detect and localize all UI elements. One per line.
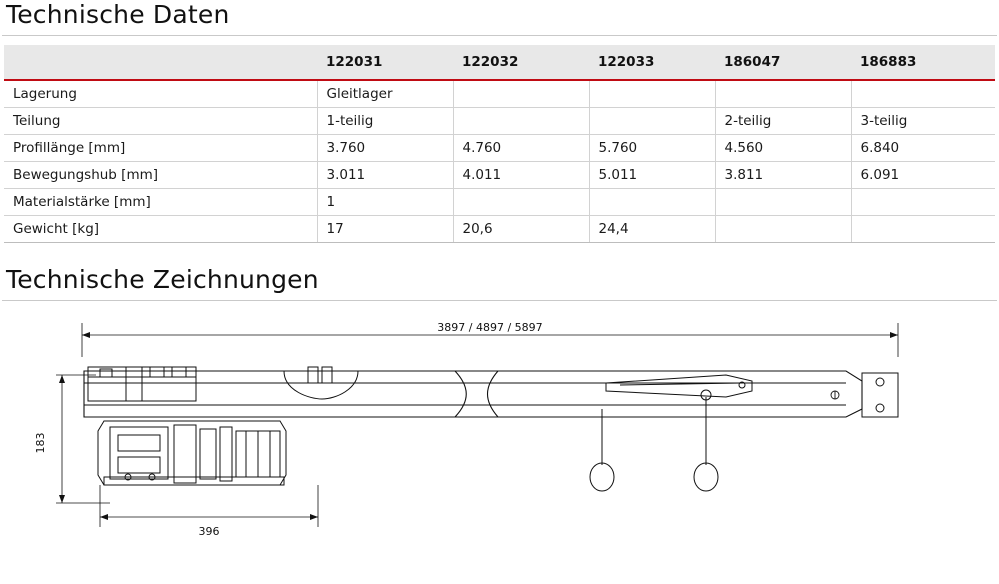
width-dimension-label: 396 — [198, 525, 220, 538]
row-value — [715, 216, 851, 243]
row-value — [453, 189, 589, 216]
table-header-row — [4, 45, 995, 80]
page-title: Technische Daten — [6, 0, 230, 29]
rail-beam — [84, 371, 862, 417]
specs-table — [4, 45, 995, 243]
row-value — [851, 80, 995, 108]
row-value — [453, 108, 589, 135]
row-value: Gleitlager — [317, 80, 453, 108]
technical-drawing — [0, 305, 999, 545]
beam-fitting — [831, 391, 839, 399]
row-value: 4.011 — [453, 162, 589, 189]
specs-table-wrap — [4, 45, 995, 243]
row-value — [851, 189, 995, 216]
row-value — [715, 80, 851, 108]
row-value: 6.840 — [851, 135, 995, 162]
row-value: 6.091 — [851, 162, 995, 189]
row-value: 4.760 — [453, 135, 589, 162]
table-row — [4, 108, 995, 135]
row-value — [715, 189, 851, 216]
row-value: 5.760 — [589, 135, 715, 162]
row-value: 1 — [317, 189, 453, 216]
width-dimension — [100, 485, 318, 527]
row-value: 3.811 — [715, 162, 851, 189]
column-header-4: 186047 — [715, 45, 851, 80]
length-dimension-label: 3897 / 4897 / 5897 — [437, 321, 543, 334]
column-header-0 — [4, 45, 317, 80]
table-row — [4, 189, 995, 216]
row-label: Profillänge [mm] — [4, 135, 317, 162]
table-row — [4, 80, 995, 108]
rail-end-cap — [862, 373, 898, 417]
table-header — [4, 45, 995, 80]
drawings-title: Technische Zeichnungen — [6, 265, 319, 294]
row-value — [851, 216, 995, 243]
row-value: 20,6 — [453, 216, 589, 243]
column-header-1: 122031 — [317, 45, 453, 80]
row-value: 17 — [317, 216, 453, 243]
height-dimension — [56, 375, 110, 503]
table-row — [4, 216, 995, 243]
carriage-top — [88, 367, 196, 401]
row-label: Teilung — [4, 108, 317, 135]
title-divider — [2, 35, 997, 36]
row-label: Materialstärke [mm] — [4, 189, 317, 216]
row-value — [453, 80, 589, 108]
row-value: 1-teilig — [317, 108, 453, 135]
row-value — [589, 189, 715, 216]
height-dimension-label: 183 — [34, 432, 47, 454]
drawings-heading-wrap — [0, 265, 999, 301]
row-value — [589, 108, 715, 135]
table-row — [4, 135, 995, 162]
row-label: Lagerung — [4, 80, 317, 108]
row-value: 3.011 — [317, 162, 453, 189]
row-value: 4.560 — [715, 135, 851, 162]
row-value: 5.011 — [589, 162, 715, 189]
table-body — [4, 80, 995, 243]
column-header-2: 122032 — [453, 45, 589, 80]
row-value — [589, 80, 715, 108]
row-value: 2-teilig — [715, 108, 851, 135]
motor-unit — [98, 421, 286, 485]
table-row — [4, 162, 995, 189]
row-value: 3.760 — [317, 135, 453, 162]
column-header-5: 186883 — [851, 45, 995, 80]
row-value: 3-teilig — [851, 108, 995, 135]
row-label: Gewicht [kg] — [4, 216, 317, 243]
row-value: 24,4 — [589, 216, 715, 243]
column-header-3: 122033 — [589, 45, 715, 80]
drawings-divider — [2, 300, 997, 301]
arm-linkage — [606, 375, 752, 397]
row-label: Bewegungshub [mm] — [4, 162, 317, 189]
